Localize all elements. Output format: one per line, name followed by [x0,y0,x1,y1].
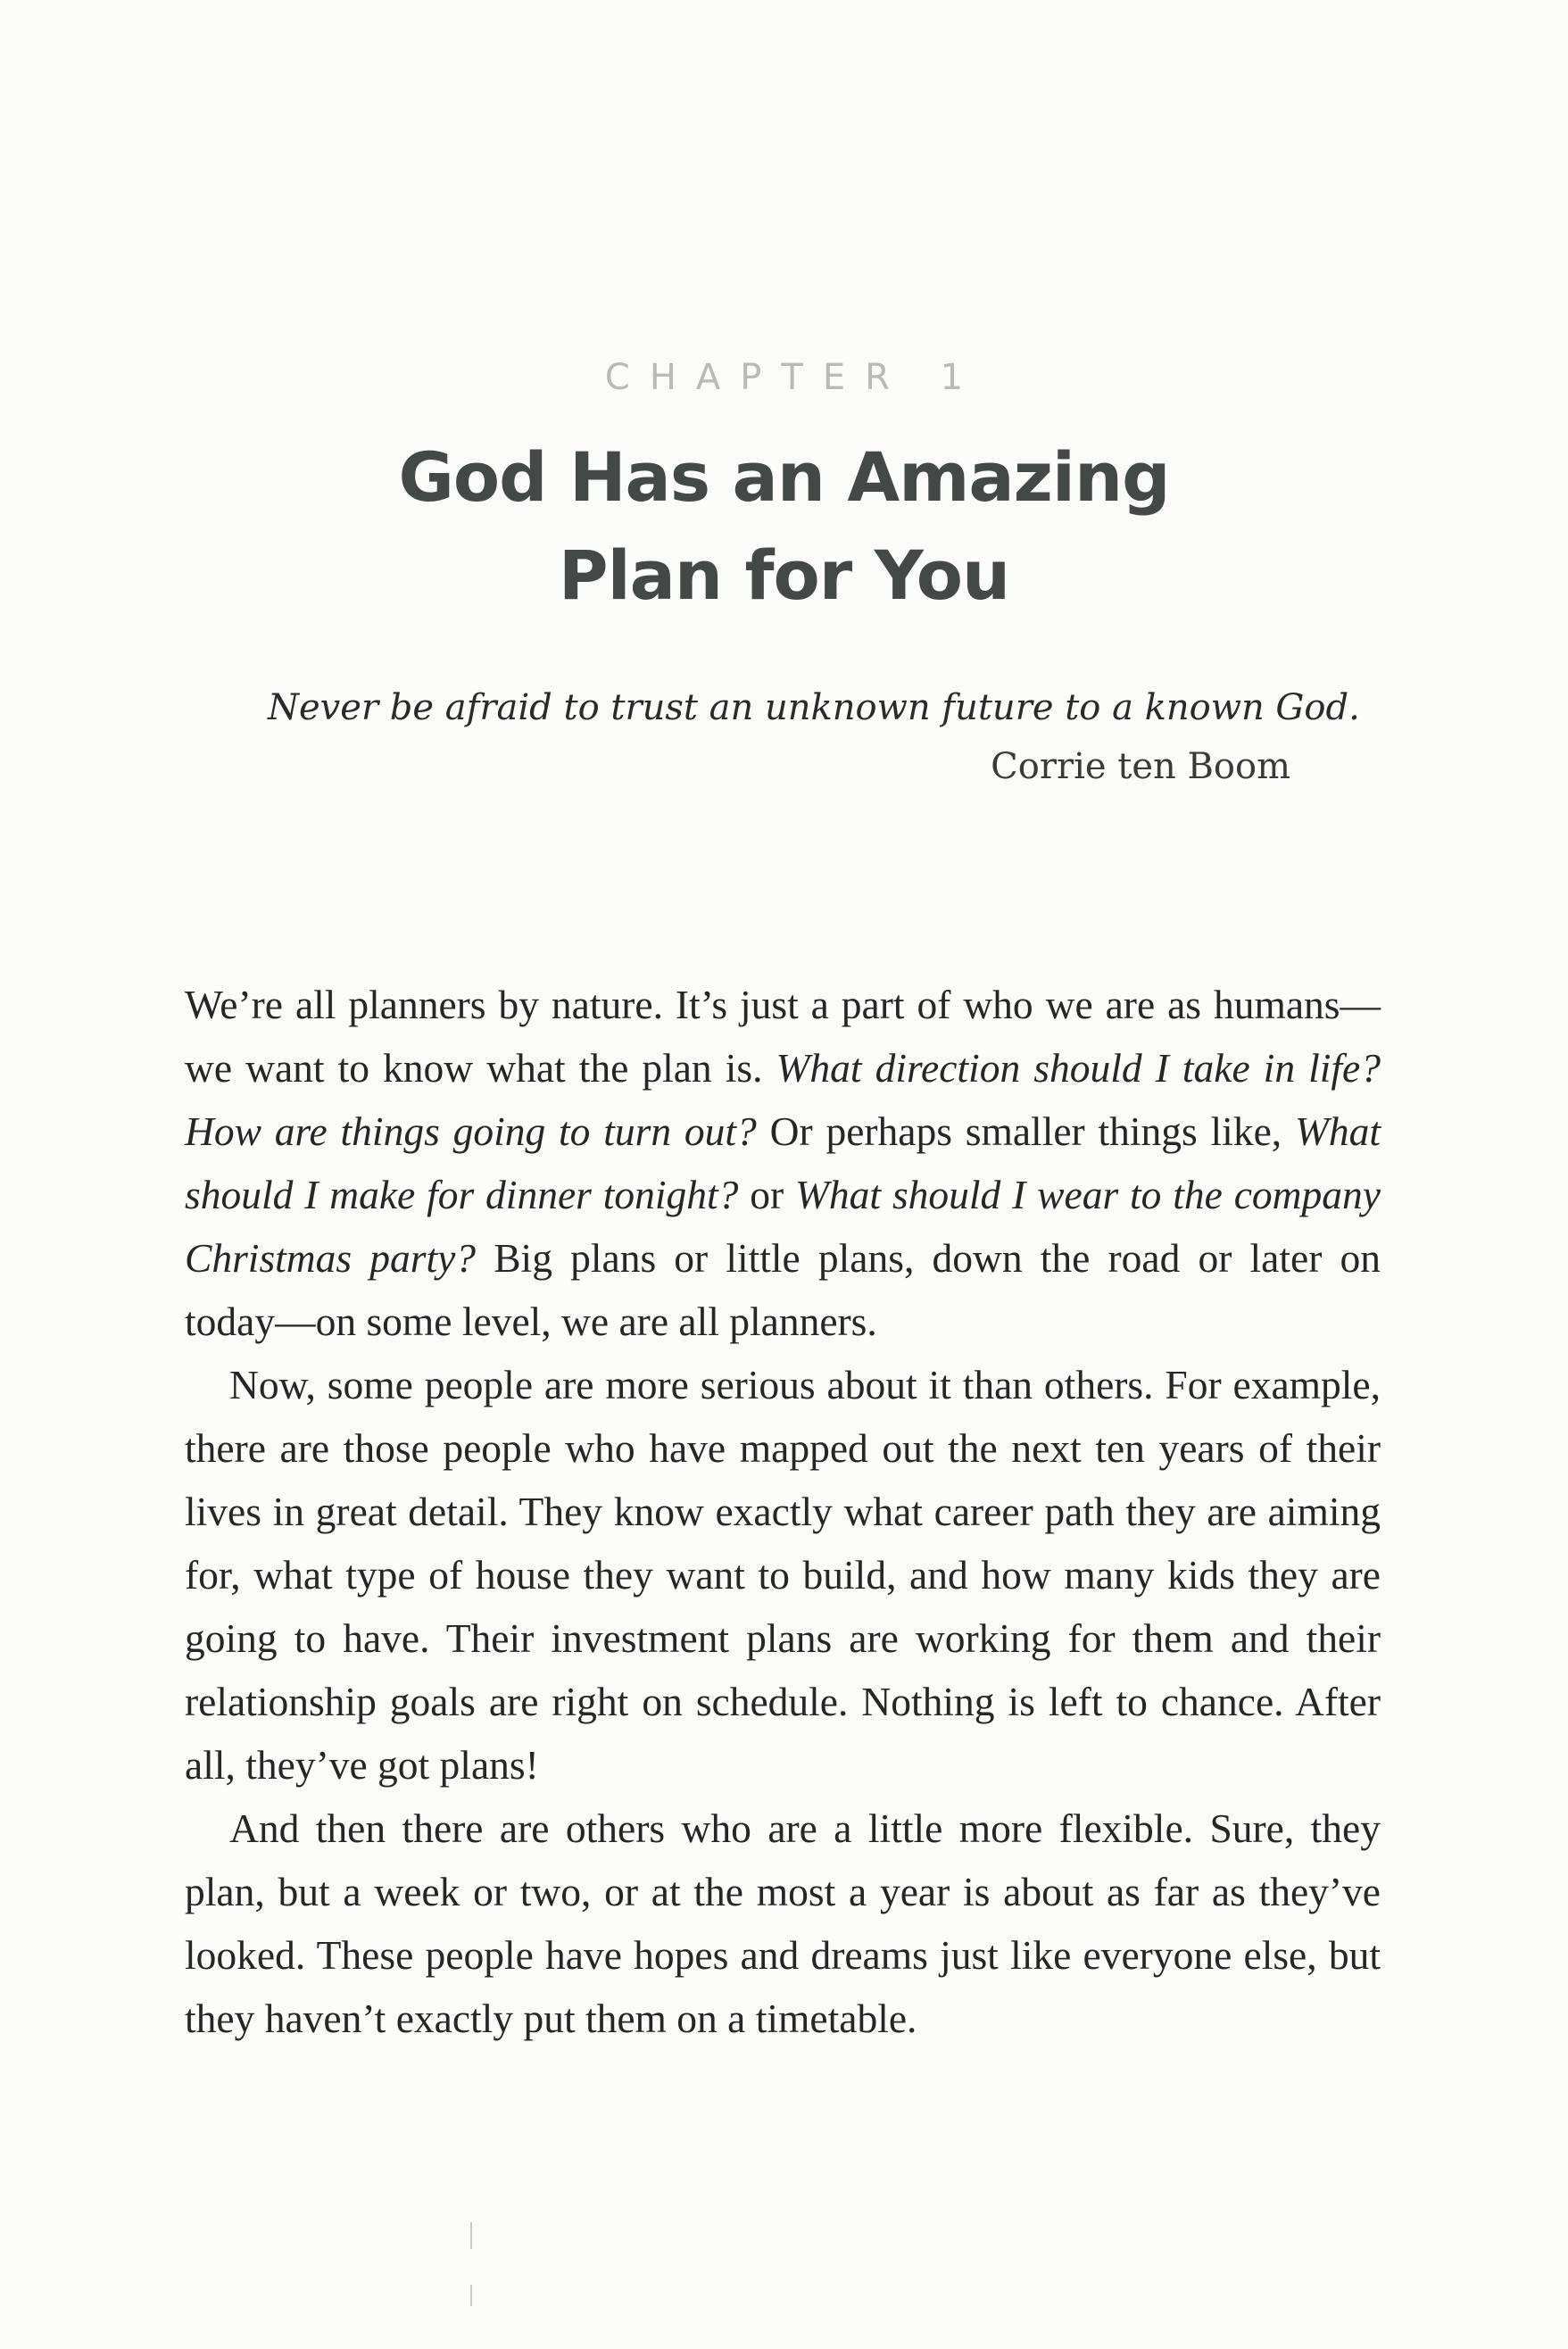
epigraph-quote: Never be afraid to trust an unknown future to a known God. [268,687,1360,728]
chapter-title [0,428,1568,625]
paragraph-1-text-1: We’re all planners by nature. It’s just a part of who we are as humans—we want to know what the plan is. [185,982,1381,1091]
epigraph-author: Corrie ten Boom [991,746,1290,787]
paragraph-1-italic-1: What direction should I take in life? How are things going to turn out? [185,1045,1381,1154]
paragraph-1-text-4: Big plans or little plans, down the road or later on today—on some level, we are all planners. [185,1235,1381,1344]
chapter-title-line-2: Plan for You [558,535,1010,615]
body-text [185,973,1381,2050]
paragraph-1-italic-3: What should I wear to the company Christmas party? [185,1172,1381,1281]
chapter-title-line-1: God Has an Amazing [398,437,1170,517]
scan-mark [470,2285,472,2306]
paragraph-2: Now, some people are more serious about it than others. For example, there are those people who have mapped out the next ten years of their lives in great detail. They know exactly what career path they are aiming for, what type of house they want to build, and how many kids they are going to have. Their investment plans are working for them and their relationship goals are right on schedule. Nothing is left to chance. After all, they’ve got plans! [185,1362,1381,1788]
scan-mark [470,2222,472,2249]
paragraph-1-text-3: or [738,1172,796,1217]
paragraph-1 [185,973,1381,1353]
epigraph [268,678,1360,796]
chapter-label: CHAPTER 1 [604,357,983,398]
paragraph-1-text-2: Or perhaps smaller things like, [756,1108,1295,1154]
paragraph-3: And then there are others who are a little more flexible. Sure, they plan, but a week or two, or at the most a year is about as far as they’ve looked. These people have hopes and dreams just like everyone else, but they haven’t exactly put them on a timetable. [185,1805,1381,2041]
paragraph-1-italic-2: What should I make for dinner tonight? [185,1108,1381,1217]
